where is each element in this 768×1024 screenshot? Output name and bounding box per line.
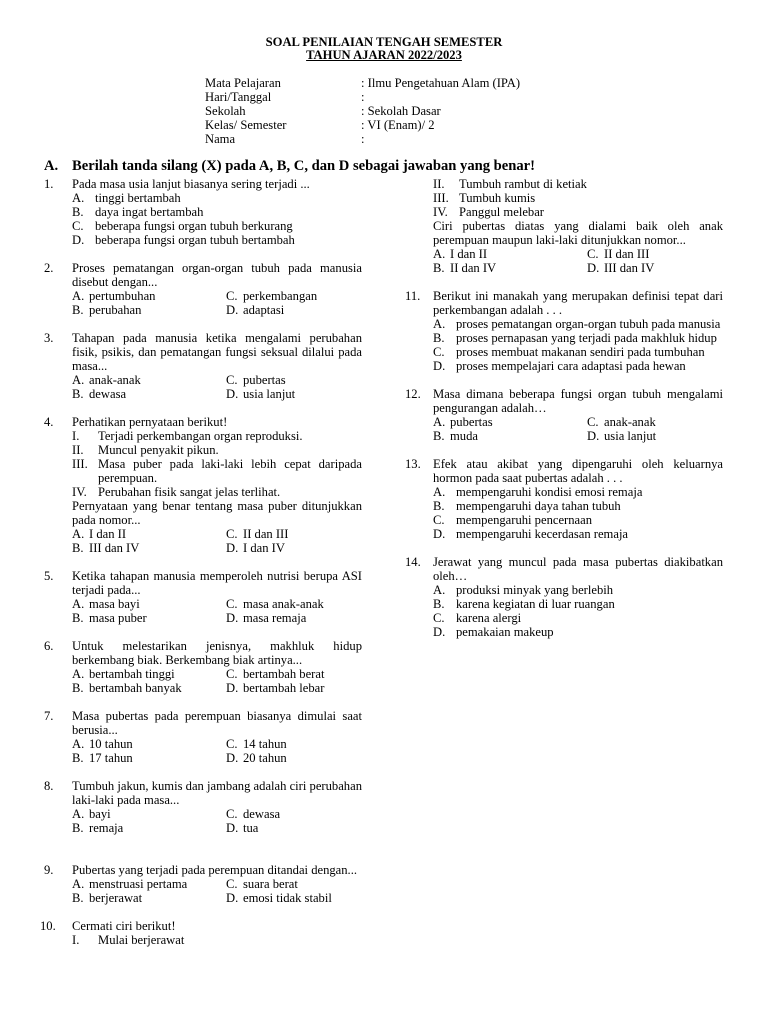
answer-option bbox=[72, 891, 226, 905]
option-text: daya ingat bertambah bbox=[95, 205, 204, 219]
statement-item bbox=[72, 933, 362, 947]
answer-option bbox=[226, 387, 390, 401]
academic-year-text: TAHUN AJARAN 2022/2023 bbox=[306, 48, 462, 62]
question-number: 1. bbox=[44, 177, 54, 191]
option-text: suara berat bbox=[243, 877, 298, 891]
answer-option bbox=[72, 667, 226, 681]
info-value: : Ilmu Pengetahuan Alam (IPA) bbox=[361, 76, 521, 90]
info-value: : bbox=[361, 90, 365, 104]
option-text: pubertas bbox=[450, 415, 493, 429]
statement-item bbox=[72, 429, 362, 443]
option-letter: D. bbox=[433, 625, 446, 639]
option-letter: B. bbox=[433, 597, 445, 611]
option-letter: C. bbox=[587, 415, 599, 429]
question-10-continued bbox=[405, 177, 723, 275]
option-letter: B. bbox=[72, 821, 84, 835]
question-number: 2. bbox=[44, 261, 54, 275]
option-letter: C. bbox=[433, 345, 445, 359]
answer-option bbox=[72, 737, 226, 751]
option-letter: A. bbox=[72, 667, 85, 681]
option-letter: B. bbox=[433, 499, 445, 513]
left-column bbox=[40, 177, 362, 961]
option-letter: D. bbox=[587, 429, 600, 443]
option-text: adaptasi bbox=[243, 303, 285, 317]
academic-year bbox=[0, 48, 768, 62]
question-text: Masa pubertas pada perempuan biasanya dimulai saat berusia... bbox=[72, 709, 362, 737]
answer-options bbox=[433, 247, 723, 275]
statement-item bbox=[433, 177, 723, 191]
right-column bbox=[405, 177, 723, 653]
question-number: 10. bbox=[40, 919, 56, 933]
option-letter: D. bbox=[226, 303, 239, 317]
answer-option bbox=[433, 345, 723, 359]
answer-option bbox=[72, 233, 362, 247]
option-letter: B. bbox=[433, 261, 445, 275]
answer-option bbox=[226, 289, 390, 303]
statement-text: Muncul penyakit pikun. bbox=[98, 443, 219, 457]
answer-option bbox=[226, 597, 390, 611]
answer-option bbox=[226, 303, 390, 317]
question-6 bbox=[44, 639, 362, 695]
answer-option bbox=[226, 541, 390, 555]
question-4 bbox=[44, 415, 362, 555]
question-number: 9. bbox=[44, 863, 54, 877]
answer-option bbox=[433, 527, 723, 541]
option-letter: B. bbox=[72, 681, 84, 695]
answer-option bbox=[433, 625, 723, 639]
option-letter: A. bbox=[433, 317, 446, 331]
option-letter: D. bbox=[226, 891, 239, 905]
option-letter: C. bbox=[226, 807, 238, 821]
option-text: I dan II bbox=[450, 247, 488, 261]
statement-text: Masa puber pada laki-laki lebih cepat daripada perempuan. bbox=[98, 457, 362, 485]
option-text: 17 tahun bbox=[89, 751, 133, 765]
roman-numeral: III. bbox=[433, 191, 449, 205]
question-number: 5. bbox=[44, 569, 54, 583]
option-text: beberapa fungsi organ tubuh berkurang bbox=[95, 219, 293, 233]
option-text: bayi bbox=[89, 807, 111, 821]
statement-item bbox=[433, 191, 723, 205]
info-label: Sekolah bbox=[205, 104, 246, 118]
question-prompt: Pernyataan yang benar tentang masa puber ditunjukkan pada nomor... bbox=[72, 499, 362, 527]
option-text: usia lanjut bbox=[243, 387, 296, 401]
statement-text: Perubahan fisik sangat jelas terlihat. bbox=[98, 485, 281, 499]
option-letter: A. bbox=[72, 807, 85, 821]
answer-options bbox=[433, 415, 723, 443]
option-letter: B. bbox=[72, 611, 84, 625]
option-text: III dan IV bbox=[89, 541, 140, 555]
answer-option bbox=[433, 359, 723, 373]
answer-option bbox=[72, 807, 226, 821]
option-letter: C. bbox=[226, 737, 238, 751]
question-number: 12. bbox=[405, 387, 421, 401]
answer-options bbox=[72, 667, 362, 695]
option-letter: A. bbox=[433, 485, 446, 499]
question-text: Tumbuh jakun, kumis dan jambang adalah ciri perubahan laki-laki pada masa... bbox=[72, 779, 362, 807]
answer-option bbox=[433, 611, 723, 625]
option-text: dewasa bbox=[243, 807, 281, 821]
option-letter: C. bbox=[72, 219, 84, 233]
option-text: pubertas bbox=[243, 373, 286, 387]
option-text: berjerawat bbox=[89, 891, 143, 905]
question-number: 11. bbox=[405, 289, 421, 303]
option-text: anak-anak bbox=[89, 373, 141, 387]
question-5 bbox=[44, 569, 362, 625]
option-letter: C. bbox=[226, 877, 238, 891]
option-letter: C. bbox=[433, 611, 445, 625]
option-letter: B. bbox=[72, 891, 84, 905]
question-7 bbox=[44, 709, 362, 765]
option-text: 10 tahun bbox=[89, 737, 133, 751]
answer-options bbox=[72, 877, 362, 905]
option-letter: A. bbox=[72, 527, 85, 541]
info-label: Hari/Tanggal bbox=[205, 90, 272, 104]
answer-option bbox=[587, 415, 751, 429]
option-text: bertambah lebar bbox=[243, 681, 325, 695]
option-text: anak-anak bbox=[604, 415, 656, 429]
question-text: Jerawat yang muncul pada masa pubertas diakibatkan oleh… bbox=[433, 555, 723, 583]
answer-options bbox=[72, 527, 362, 555]
option-letter: A. bbox=[433, 415, 446, 429]
answer-option bbox=[72, 289, 226, 303]
option-letter: D. bbox=[433, 359, 446, 373]
option-letter: D. bbox=[226, 611, 239, 625]
option-text: II dan III bbox=[243, 527, 289, 541]
answer-option bbox=[433, 429, 587, 443]
option-letter: D. bbox=[226, 681, 239, 695]
question-text: Berikut ini manakah yang merupakan definisi tepat dari perkembangan adalah . . . bbox=[433, 289, 723, 317]
option-letter: B. bbox=[433, 429, 445, 443]
answer-option bbox=[72, 191, 362, 205]
option-text: I dan IV bbox=[243, 541, 285, 555]
option-text: karena kegiatan di luar ruangan bbox=[456, 597, 615, 611]
question-14 bbox=[405, 555, 723, 639]
answer-option bbox=[226, 751, 390, 765]
statement-item bbox=[72, 443, 362, 457]
roman-numeral: II. bbox=[433, 177, 445, 191]
option-text: beberapa fungsi organ tubuh bertambah bbox=[95, 233, 295, 247]
question-text: Efek atau akibat yang dipengaruhi oleh keluarnya hormon pada saat pubertas adalah . . . bbox=[433, 457, 723, 485]
answer-options bbox=[72, 373, 362, 401]
option-text: menstruasi pertama bbox=[89, 877, 188, 891]
answer-option bbox=[433, 597, 723, 611]
option-letter: D. bbox=[226, 821, 239, 835]
option-letter: A. bbox=[72, 373, 85, 387]
info-value: : VI (Enam)/ 2 bbox=[361, 118, 435, 132]
answer-option bbox=[72, 303, 226, 317]
question-text: Proses pematangan organ-organ tubuh pada manusia disebut dengan... bbox=[72, 261, 362, 289]
question-11 bbox=[405, 289, 723, 373]
answer-option bbox=[226, 807, 390, 821]
answer-option bbox=[72, 219, 362, 233]
answer-option bbox=[433, 485, 723, 499]
option-text: bertambah tinggi bbox=[89, 667, 175, 681]
answer-option bbox=[587, 429, 751, 443]
option-text: pemakaian makeup bbox=[456, 625, 554, 639]
option-text: I dan II bbox=[89, 527, 127, 541]
answer-option bbox=[433, 513, 723, 527]
option-text: masa puber bbox=[89, 611, 147, 625]
answer-option bbox=[226, 877, 390, 891]
option-text: 20 tahun bbox=[243, 751, 287, 765]
exam-title: SOAL PENILAIAN TENGAH SEMESTER bbox=[265, 35, 503, 49]
option-letter: D. bbox=[226, 751, 239, 765]
info-label: Mata Pelajaran bbox=[205, 76, 281, 90]
option-text: mempengaruhi kondisi emosi remaja bbox=[456, 485, 643, 499]
question-number: 14. bbox=[405, 555, 421, 569]
option-text: masa anak-anak bbox=[243, 597, 324, 611]
option-letter: B. bbox=[72, 541, 84, 555]
answer-option bbox=[433, 415, 587, 429]
answer-option bbox=[72, 877, 226, 891]
option-letter: B. bbox=[72, 387, 84, 401]
option-text: proses membuat makanan sendiri pada tumbuhan bbox=[456, 345, 705, 359]
option-text: 14 tahun bbox=[243, 737, 287, 751]
option-text: perubahan bbox=[89, 303, 142, 317]
question-9 bbox=[44, 863, 362, 905]
option-letter: C. bbox=[226, 597, 238, 611]
answer-option bbox=[226, 681, 390, 695]
option-text: emosi tidak stabil bbox=[243, 891, 332, 905]
option-text: proses pematangan organ-organ tubuh pada manusia bbox=[456, 317, 721, 331]
answer-option bbox=[587, 247, 751, 261]
answer-option bbox=[433, 499, 723, 513]
option-text: mempengaruhi pencernaan bbox=[456, 513, 593, 527]
answer-option bbox=[72, 611, 226, 625]
answer-option bbox=[587, 261, 751, 275]
option-letter: B. bbox=[72, 303, 84, 317]
answer-option bbox=[72, 541, 226, 555]
option-text: dewasa bbox=[89, 387, 127, 401]
option-text: II dan III bbox=[604, 247, 650, 261]
option-text: masa bayi bbox=[89, 597, 140, 611]
option-letter: B. bbox=[433, 331, 445, 345]
question-prompt: Ciri pubertas diatas yang dialami baik oleh anak perempuan maupun laki-laki ditunjukkan nomor... bbox=[433, 219, 723, 247]
option-letter: A. bbox=[433, 247, 446, 261]
answer-option bbox=[72, 821, 226, 835]
option-text: pertumbuhan bbox=[89, 289, 156, 303]
info-label: Nama bbox=[205, 132, 236, 146]
option-letter: C. bbox=[226, 289, 238, 303]
question-3 bbox=[44, 331, 362, 401]
option-text: masa remaja bbox=[243, 611, 307, 625]
answer-option bbox=[72, 205, 362, 219]
question-text: Cermati ciri berikut! bbox=[72, 919, 176, 933]
section-instruction: Berilah tanda silang (X) pada A, B, C, dan D sebagai jawaban yang benar! bbox=[72, 158, 536, 174]
option-text: tua bbox=[243, 821, 259, 835]
option-text: III dan IV bbox=[604, 261, 655, 275]
question-12 bbox=[405, 387, 723, 443]
option-text: bertambah berat bbox=[243, 667, 325, 681]
statement-text: Tumbuh kumis bbox=[459, 191, 536, 205]
roman-numeral: I. bbox=[72, 933, 80, 947]
answer-option bbox=[72, 681, 226, 695]
answer-option bbox=[433, 331, 723, 345]
info-label: Kelas/ Semester bbox=[205, 118, 287, 132]
option-text: bertambah banyak bbox=[89, 681, 182, 695]
option-letter: B. bbox=[72, 751, 84, 765]
answer-option bbox=[226, 667, 390, 681]
question-number: 3. bbox=[44, 331, 54, 345]
option-text: muda bbox=[450, 429, 478, 443]
answer-option bbox=[72, 387, 226, 401]
option-letter: A. bbox=[72, 877, 85, 891]
option-letter: C. bbox=[226, 527, 238, 541]
answer-option bbox=[433, 247, 587, 261]
option-text: mempengaruhi daya tahan tubuh bbox=[456, 499, 621, 513]
section-letter: A. bbox=[44, 158, 59, 174]
question-text: Ketika tahapan manusia memperoleh nutrisi berupa ASI terjadi pada... bbox=[72, 569, 362, 597]
statement-text: Tumbuh rambut di ketiak bbox=[459, 177, 587, 191]
answer-option bbox=[226, 527, 390, 541]
option-letter: C. bbox=[226, 373, 238, 387]
question-number: 13. bbox=[405, 457, 421, 471]
question-text: Pubertas yang terjadi pada perempuan ditandai dengan... bbox=[72, 863, 358, 877]
option-letter: D. bbox=[72, 233, 85, 247]
answer-option bbox=[226, 373, 390, 387]
answer-option bbox=[226, 611, 390, 625]
question-number: 8. bbox=[44, 779, 54, 793]
question-10 bbox=[40, 919, 362, 947]
option-letter: A. bbox=[72, 597, 85, 611]
statement-item bbox=[72, 485, 362, 499]
statement-item bbox=[433, 205, 723, 219]
answer-options bbox=[72, 597, 362, 625]
answer-option bbox=[72, 597, 226, 611]
option-text: karena alergi bbox=[456, 611, 522, 625]
roman-numeral: II. bbox=[72, 443, 84, 457]
option-letter: D. bbox=[226, 541, 239, 555]
option-letter: A. bbox=[72, 191, 85, 205]
option-text: tinggi bertambah bbox=[95, 191, 181, 205]
answer-option bbox=[226, 891, 390, 905]
question-2 bbox=[44, 261, 362, 317]
answer-option bbox=[226, 821, 390, 835]
option-letter: A. bbox=[72, 737, 85, 751]
option-text: mempengaruhi kecerdasan remaja bbox=[456, 527, 629, 541]
option-text: remaja bbox=[89, 821, 124, 835]
roman-numeral: I. bbox=[72, 429, 80, 443]
question-text: Untuk melestarikan jenisnya, makhluk hidup berkembang biak. Berkembang biak artinya... bbox=[72, 639, 362, 667]
roman-numeral: III. bbox=[72, 457, 88, 471]
question-text: Tahapan pada manusia ketika mengalami perubahan fisik, psikis, dan pematangan fungsi seksual dilalui pada masa... bbox=[72, 331, 362, 373]
option-letter: C. bbox=[587, 247, 599, 261]
answer-option bbox=[72, 373, 226, 387]
statement-text: Terjadi perkembangan organ reproduksi. bbox=[98, 429, 303, 443]
answer-option bbox=[72, 527, 226, 541]
answer-option bbox=[433, 317, 723, 331]
answer-option bbox=[433, 583, 723, 597]
question-text: Masa dimana beberapa fungsi organ tubuh mengalami pengurangan adalah… bbox=[433, 387, 723, 415]
question-1 bbox=[44, 177, 362, 247]
option-text: usia lanjut bbox=[604, 429, 657, 443]
option-letter: A. bbox=[72, 289, 85, 303]
question-text: Pada masa usia lanjut biasanya sering terjadi ... bbox=[72, 177, 310, 191]
option-letter: D. bbox=[587, 261, 600, 275]
option-text: proses pernapasan yang terjadi pada makhluk hidup bbox=[456, 331, 717, 345]
info-value: : bbox=[361, 132, 365, 146]
roman-numeral: IV. bbox=[433, 205, 448, 219]
option-letter: B. bbox=[72, 205, 84, 219]
question-number: 7. bbox=[44, 709, 54, 723]
option-text: proses mempelajari cara adaptasi pada hewan bbox=[456, 359, 686, 373]
answer-options bbox=[72, 807, 362, 835]
answer-option bbox=[226, 737, 390, 751]
option-text: II dan IV bbox=[450, 261, 497, 275]
answer-options bbox=[72, 289, 362, 317]
roman-numeral: IV. bbox=[72, 485, 87, 499]
question-13 bbox=[405, 457, 723, 541]
answer-option bbox=[433, 261, 587, 275]
question-number: 6. bbox=[44, 639, 54, 653]
question-8 bbox=[44, 779, 362, 835]
info-value: : Sekolah Dasar bbox=[361, 104, 441, 118]
option-letter: C. bbox=[433, 513, 445, 527]
statement-text: Mulai berjerawat bbox=[98, 933, 185, 947]
answer-option bbox=[72, 751, 226, 765]
statement-text: Panggul melebar bbox=[459, 205, 544, 219]
option-text: perkembangan bbox=[243, 289, 318, 303]
question-number: 4. bbox=[44, 415, 54, 429]
option-letter: C. bbox=[226, 667, 238, 681]
option-text: produksi minyak yang berlebih bbox=[456, 583, 614, 597]
answer-options bbox=[72, 737, 362, 765]
option-letter: D. bbox=[433, 527, 446, 541]
question-text: Perhatikan pernyataan berikut! bbox=[72, 415, 228, 429]
option-letter: A. bbox=[433, 583, 446, 597]
option-letter: D. bbox=[226, 387, 239, 401]
statement-item bbox=[72, 457, 362, 485]
